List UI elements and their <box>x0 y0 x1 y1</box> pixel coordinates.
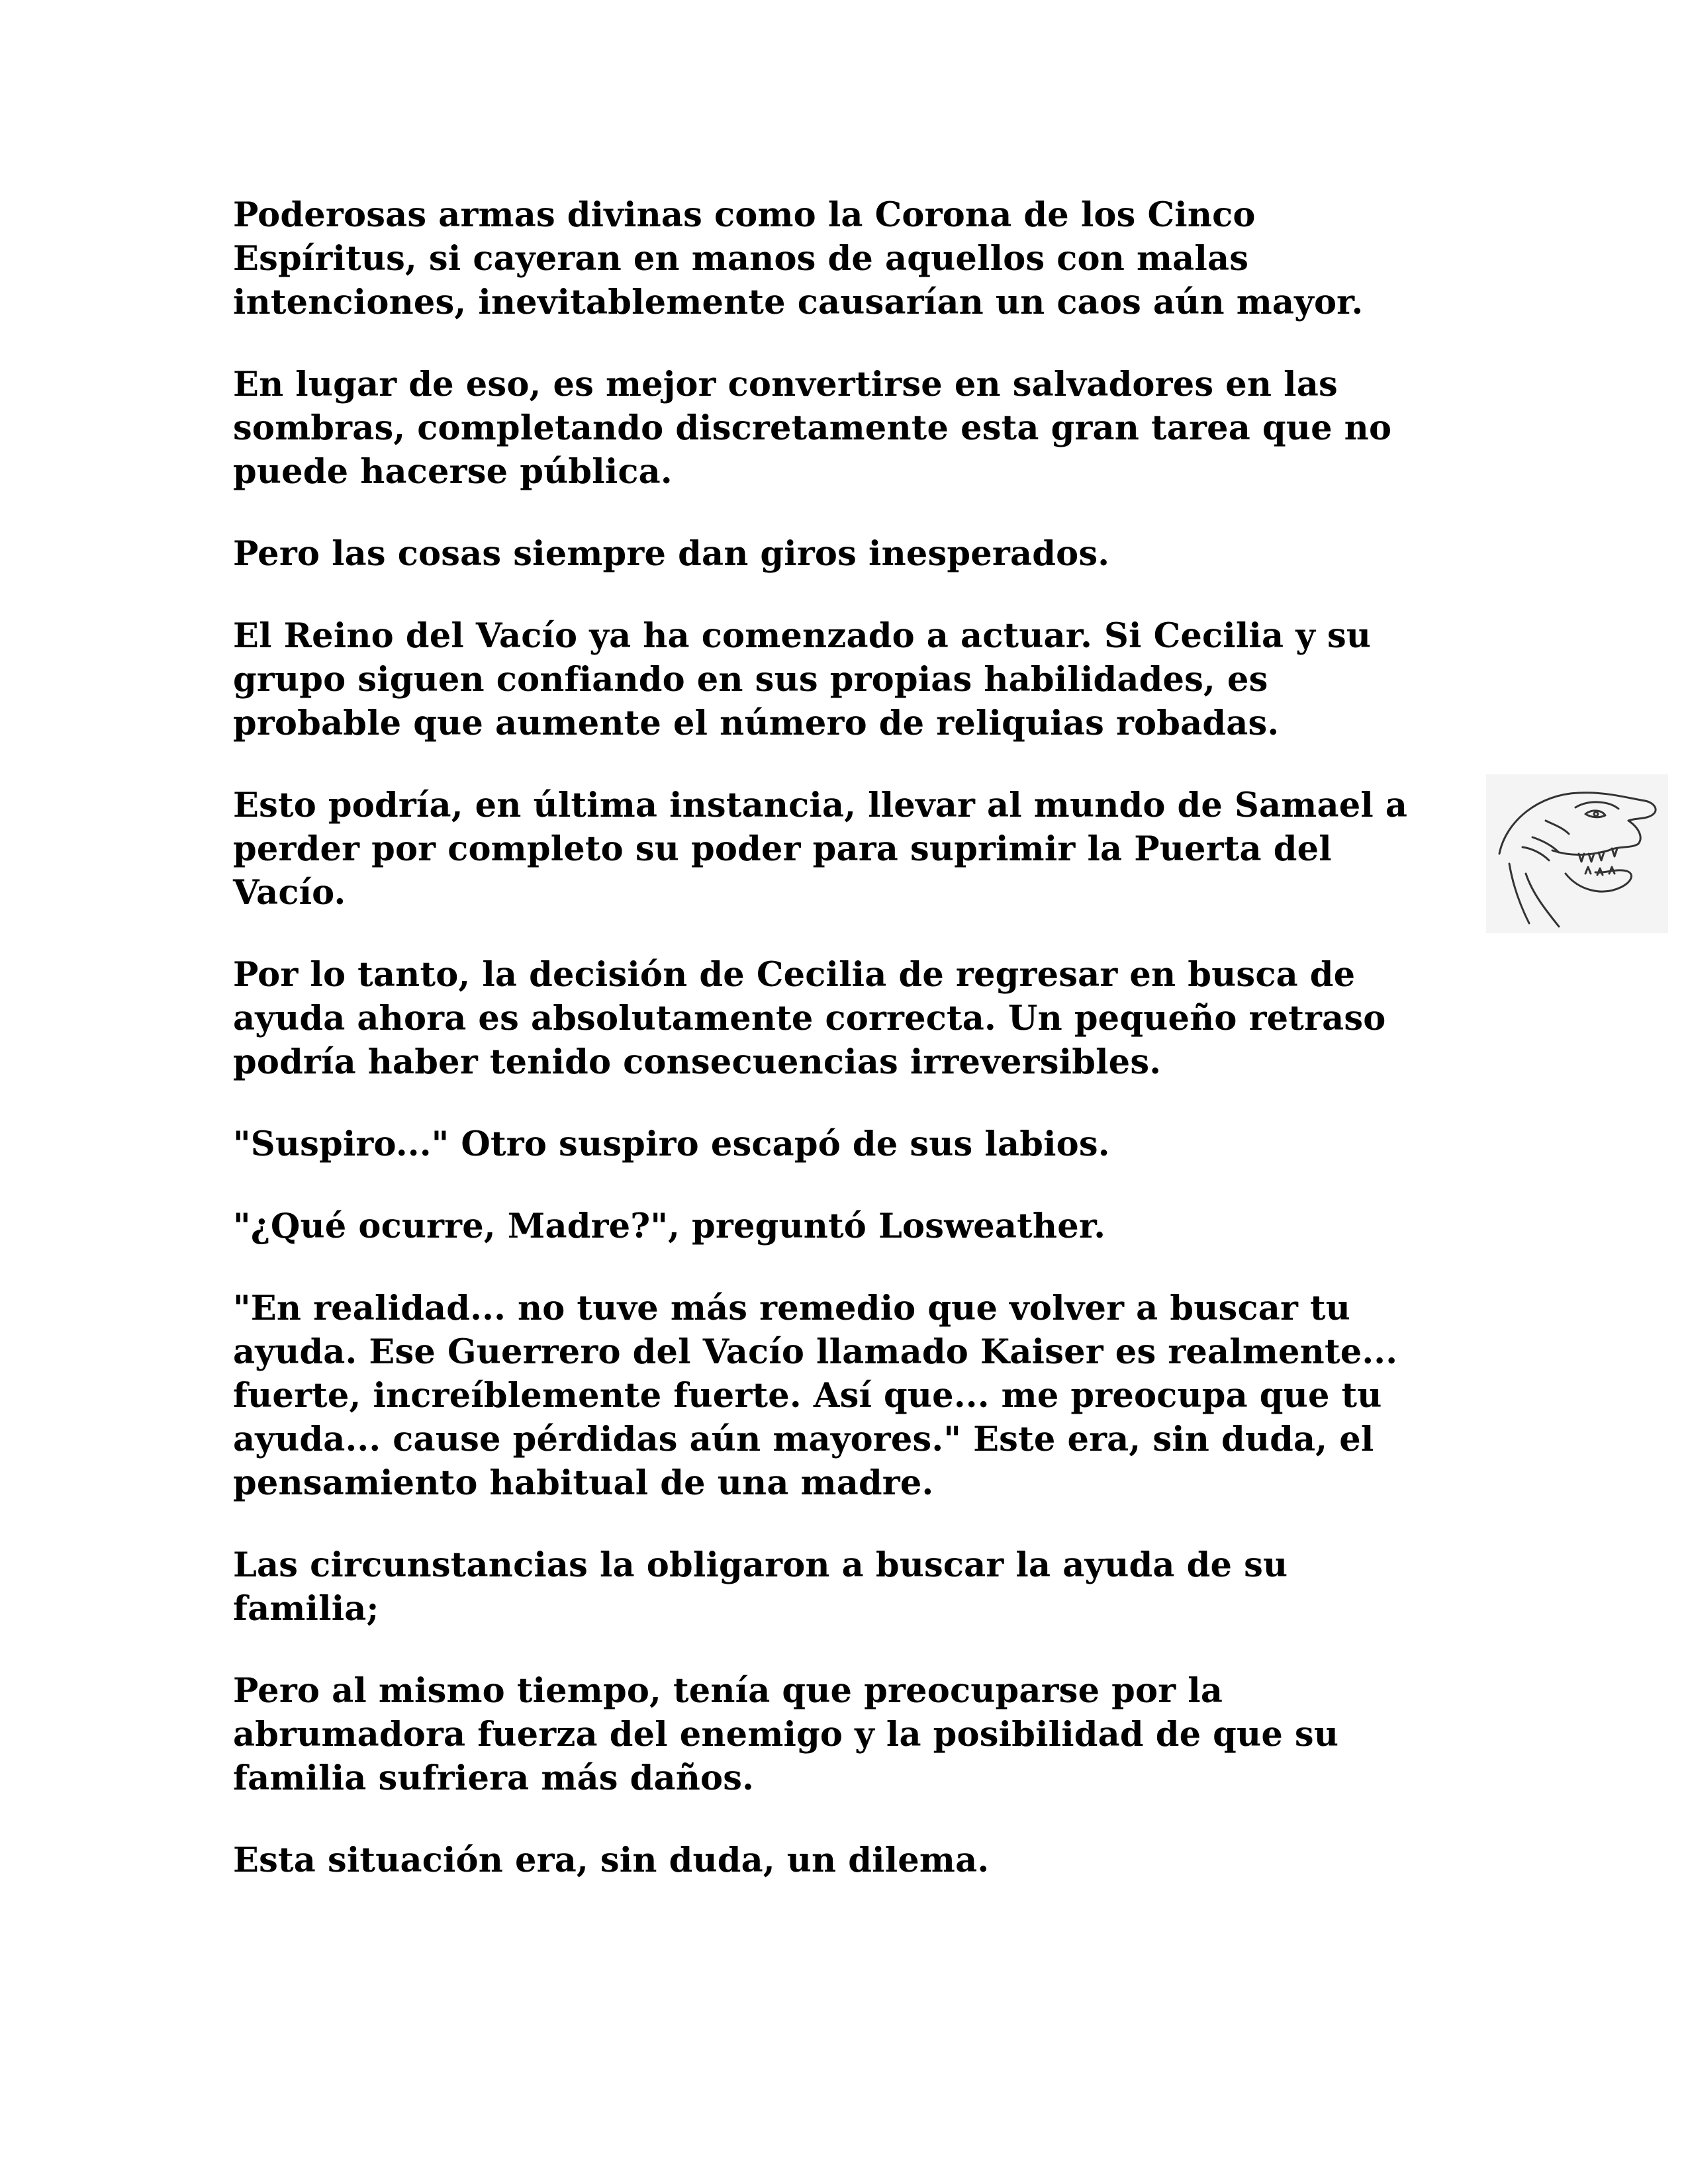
paragraph-2: En lugar de eso, es mejor convertirse en salvadores en las sombras, completando discretamente esta gran tarea que no puede hacerse pública. <box>233 365 1392 492</box>
paragraph-7: "Suspiro..." Otro suspiro escapó de sus labios. <box>233 1124 1110 1164</box>
document-body <box>233 193 1438 1921</box>
paragraph-8: "¿Qué ocurre, Madre?", preguntó Losweather. <box>233 1206 1106 1246</box>
paragraph-3: Pero las cosas siempre dan giros inesperados. <box>233 534 1110 574</box>
dinosaur-head-sketch-icon <box>1486 774 1668 933</box>
paragraph-5: Esto podría, en última instancia, llevar al mundo de Samael a perder por completo su poder para suprimir la Puerta del Vacío. <box>233 786 1408 913</box>
paragraph-1: Poderosas armas divinas como la Corona de los Cinco Espíritus, si cayeran en manos de aquellos con malas intenciones, inevitablemente causarían un caos aún mayor. <box>233 195 1364 322</box>
paragraph-12: Esta situación era, sin duda, un dilema. <box>233 1841 990 1880</box>
paragraph-4: El Reino del Vacío ya ha comenzado a actuar. Si Cecilia y su grupo siguen confiando en sus propias habilidades, es probable que aumente el número de reliquias robadas. <box>233 616 1372 743</box>
paragraph-10: Las circunstancias la obligaron a buscar la ayuda de su familia; <box>233 1545 1288 1629</box>
paragraph-6: Por lo tanto, la decisión de Cecilia de regresar en busca de ayuda ahora es absolutamente correcta. Un pequeño retraso podría haber tenido consecuencias irreversibles. <box>233 955 1386 1082</box>
paragraph-9: "En realidad... no tuve más remedio que volver a buscar tu ayuda. Ese Guerrero del Vacío llamado Kaiser es realmente... fuerte, increíblemente fuerte. Así que... me preocupa que tu ayuda... cause pérdidas aún mayores." Este era, sin duda, el pensamiento habitual de una madre. <box>233 1289 1398 1503</box>
paragraph-11: Pero al mismo tiempo, tenía que preocuparse por la abrumadora fuerza del enemigo y la posibilidad de que su familia sufriera más daños. <box>233 1671 1339 1798</box>
